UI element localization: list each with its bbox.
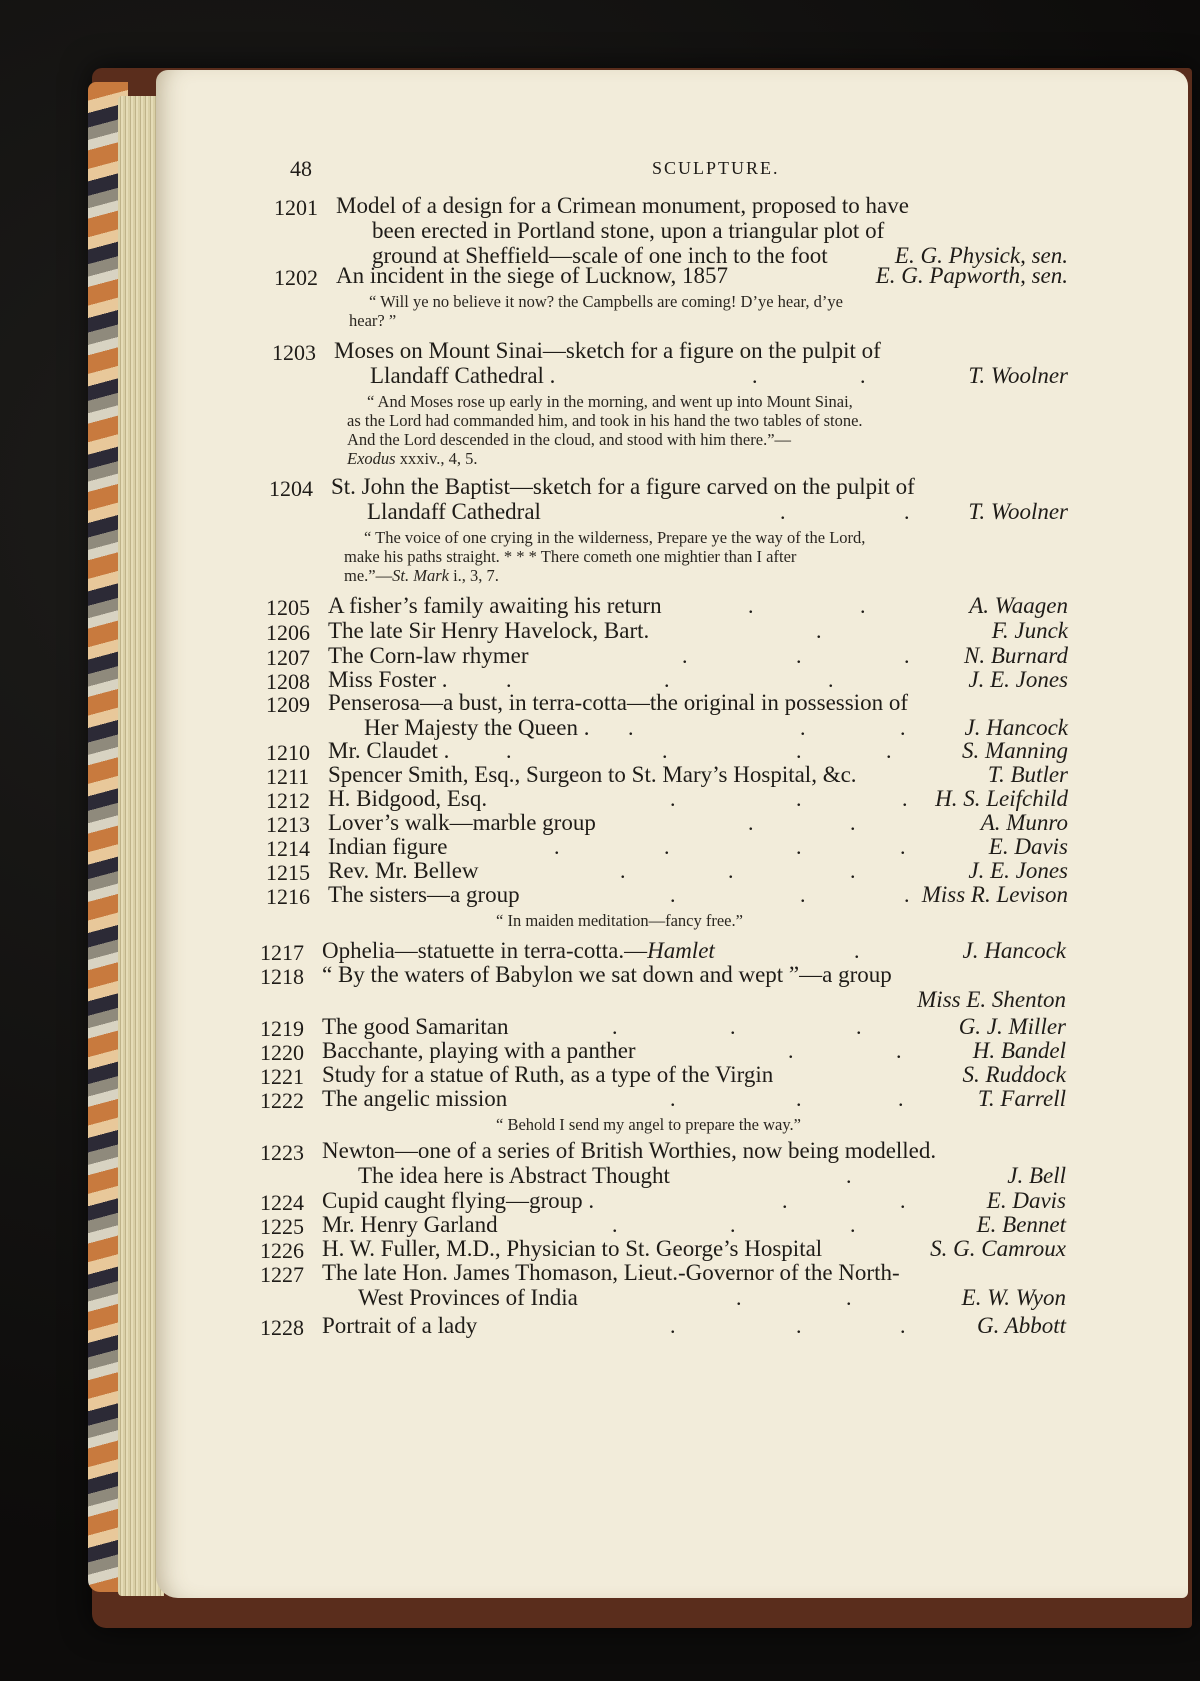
entry-title-line: Her Majesty the Queen . xyxy=(364,715,590,740)
leader-dot: . xyxy=(730,1212,736,1237)
leader-dot: . xyxy=(850,1212,856,1237)
leader-dot: . xyxy=(748,810,754,835)
entry-number: 1202 xyxy=(274,265,318,290)
entry-title-line: Llandaff Cathedral xyxy=(367,499,541,524)
leader-dot: . xyxy=(796,643,802,668)
entry-number: 1219 xyxy=(260,1016,304,1041)
entry-title-line: Penserosa—a bust, in terra-cotta—the original in possession of xyxy=(328,690,908,715)
entry-title-line: Llandaff Cathedral . xyxy=(370,363,556,388)
entry-number: 1221 xyxy=(260,1064,304,1089)
leader-dot: . xyxy=(904,882,910,907)
entry-quotation-line: make his paths straight. * * * There cometh one mightier than I after xyxy=(344,547,797,566)
entry-title-line: Spencer Smith, Esq., Surgeon to St. Mary’s Hospital, &c. xyxy=(328,762,857,787)
entry-title-line: Mr. Henry Garland xyxy=(322,1212,498,1237)
citation-source: Exodus xyxy=(347,449,396,468)
artist-name: F. Junck xyxy=(991,618,1068,643)
artist-name: J. Hancock xyxy=(962,938,1066,963)
entry-number: 1206 xyxy=(266,620,310,645)
entry-title-line: Study for a statue of Ruth, as a type of the Virgin xyxy=(322,1062,774,1087)
entry-title-line: Bacchante, playing with a panther xyxy=(322,1038,636,1063)
entry-number: 1224 xyxy=(260,1190,304,1215)
entry-title-line: The angelic mission xyxy=(322,1086,508,1111)
leader-dot: . xyxy=(670,786,676,811)
entry-title-line: The late Hon. James Thomason, Lieut.-Governor of the North- xyxy=(322,1260,900,1285)
leader-dot: . xyxy=(856,1014,862,1039)
leader-dot: . xyxy=(796,1086,802,1111)
leader-dot: . xyxy=(846,1163,852,1188)
entry-title-line: Portrait of a lady xyxy=(322,1313,478,1338)
entry-number: 1214 xyxy=(266,836,310,861)
artist-name: E. G. Physick, sen. xyxy=(894,243,1068,268)
citation-reference: xxxiv., 4, 5. xyxy=(395,449,478,468)
leader-dot: . xyxy=(736,1285,742,1310)
entry-quotation-line: And the Lord descended in the cloud, and stood with him there.”— xyxy=(347,430,792,449)
leader-dot: . xyxy=(728,858,734,883)
entry-quotation-line: “ In maiden meditation—fancy free.” xyxy=(496,911,743,930)
entry-number: 1216 xyxy=(266,884,310,909)
leader-dot: . xyxy=(796,834,802,859)
leader-dot: . xyxy=(554,834,560,859)
artist-name: H. Bandel xyxy=(972,1038,1066,1063)
entry-number: 1205 xyxy=(266,595,310,620)
book-page xyxy=(156,70,1188,1598)
artist-name: E. Davis xyxy=(986,1188,1066,1213)
entry-title-line: Newton—one of a series of British Worthies, now being modelled. xyxy=(322,1138,937,1163)
citation-prefix: me.”— xyxy=(344,566,393,585)
entry-number: 1223 xyxy=(260,1140,304,1165)
entry-title-line: Indian figure xyxy=(328,834,448,859)
leader-dot: . xyxy=(904,499,910,524)
entry-title-line: The good Samaritan xyxy=(322,1014,509,1039)
entry-title-line: Ophelia—statuette in terra-cotta.—Hamlet xyxy=(322,938,715,963)
leader-dot: . xyxy=(612,1014,618,1039)
entry-quotation-line: as the Lord had commanded him, and took in his hand the two tables of stone. xyxy=(347,411,863,430)
artist-name: T. Butler xyxy=(987,762,1068,787)
artist-name: J. E. Jones xyxy=(968,858,1068,883)
entry-title-line: Moses on Mount Sinai—sketch for a figure on the pulpit of xyxy=(334,338,881,363)
leader-dot: . xyxy=(788,1038,794,1063)
leader-dot: . xyxy=(886,738,892,763)
leader-dot: . xyxy=(900,834,906,859)
entry-number: 1220 xyxy=(260,1040,304,1065)
leader-dot: . xyxy=(664,667,670,692)
entry-title-line: Model of a design for a Crimean monument, proposed to have xyxy=(336,193,909,218)
artist-name: E. W. Wyon xyxy=(961,1285,1066,1310)
entry-number: 1228 xyxy=(260,1315,304,1340)
leader-dot: . xyxy=(682,643,688,668)
entry-number: 1203 xyxy=(272,340,316,365)
entry-quotation-line: “ The voice of one crying in the wilderness, Prepare ye the way of the Lord, xyxy=(364,528,866,547)
artist-name: T. Woolner xyxy=(968,499,1068,524)
artist-name: E. Bennet xyxy=(976,1212,1066,1237)
artist-name: Miss E. Shenton xyxy=(917,987,1066,1012)
artist-name: E. G. Papworth, sen. xyxy=(875,263,1068,288)
artist-name: E. Davis xyxy=(988,834,1068,859)
leader-dot: . xyxy=(846,1285,852,1310)
quotation-citation xyxy=(347,449,477,469)
artist-name: G. Abbott xyxy=(976,1313,1066,1338)
artist-name: N. Burnard xyxy=(964,643,1068,668)
artist-name: S. G. Camroux xyxy=(930,1236,1066,1261)
leader-dot: . xyxy=(816,618,822,643)
entry-title-line: H. Bidgood, Esq. xyxy=(328,786,488,811)
leader-dot: . xyxy=(860,593,866,618)
leader-dot: . xyxy=(612,1212,618,1237)
entry-title-line: St. John the Baptist—sketch for a figure carved on the pulpit of xyxy=(331,474,915,499)
leader-dot: . xyxy=(782,1188,788,1213)
leader-dot: . xyxy=(662,738,668,763)
leader-dot: . xyxy=(748,593,754,618)
leader-dot: . xyxy=(796,738,802,763)
leader-dot: . xyxy=(752,363,758,388)
artist-name: A. Munro xyxy=(980,810,1068,835)
entry-title-line: Miss Foster . xyxy=(328,667,448,692)
artist-name: T. Woolner xyxy=(968,363,1068,388)
entry-number: 1201 xyxy=(274,195,318,220)
leader-dot: . xyxy=(860,363,866,388)
entry-title-line: The Corn-law rhymer xyxy=(328,643,529,668)
entry-number: 1226 xyxy=(260,1238,304,1263)
entry-title-line: West Provinces of India xyxy=(358,1285,578,1310)
page-number: 48 xyxy=(290,156,312,181)
leader-dot: . xyxy=(730,1014,736,1039)
entry-title-line: The idea here is Abstract Thought xyxy=(358,1163,670,1188)
entry-title-line: An incident in the siege of Lucknow, 1857 xyxy=(336,263,728,288)
leader-dot: . xyxy=(850,858,856,883)
leader-dot: . xyxy=(664,834,670,859)
artist-name: J. E. Jones xyxy=(968,667,1068,692)
entry-quotation-line: hear? ” xyxy=(349,311,397,330)
entry-title-line: Mr. Claudet . xyxy=(328,738,450,763)
entry-title-line: Lover’s walk—marble group xyxy=(328,810,596,835)
citation-source: St. Mark xyxy=(392,566,449,585)
entry-number: 1207 xyxy=(266,645,310,670)
entry-title-line: The late Sir Henry Havelock, Bart. xyxy=(328,618,650,643)
artist-name: A. Waagen xyxy=(969,593,1068,618)
artist-name: S. Manning xyxy=(961,738,1068,763)
leader-dot: . xyxy=(506,738,512,763)
entry-title-line: Rev. Mr. Bellew xyxy=(328,858,479,883)
artist-name: J. Hancock xyxy=(964,715,1068,740)
quotation-citation xyxy=(344,566,499,586)
entry-number: 1213 xyxy=(266,812,310,837)
leader-dot: . xyxy=(796,786,802,811)
entry-title-line: “ By the waters of Babylon we sat down and wept ”—a group xyxy=(322,962,892,987)
leader-dot: . xyxy=(900,1188,906,1213)
entry-quotation-line: “ Will ye no believe it now? the Campbells are coming! D’ye hear, d’ye xyxy=(369,292,843,311)
entry-title-line: Cupid caught flying—group . xyxy=(322,1188,595,1213)
entry-number: 1227 xyxy=(260,1262,304,1287)
artist-name: H. S. Leifchild xyxy=(935,786,1068,811)
artist-name: S. Ruddock xyxy=(962,1062,1066,1087)
entry-number: 1218 xyxy=(260,964,304,989)
entry-number: 1209 xyxy=(266,692,310,717)
leader-dot: . xyxy=(854,938,860,963)
entry-number: 1211 xyxy=(266,764,310,789)
entry-title-line: H. W. Fuller, M.D., Physician to St. George’s Hospital xyxy=(322,1236,823,1261)
citation-reference: i., 3, 7. xyxy=(448,566,499,585)
leader-dot: . xyxy=(670,882,676,907)
entry-title-line: been erected in Portland stone, upon a triangular plot of xyxy=(372,218,885,243)
leader-dot: . xyxy=(796,1313,802,1338)
entry-number: 1212 xyxy=(266,788,310,813)
leader-dot: . xyxy=(850,810,856,835)
artist-name: T. Farrell xyxy=(977,1086,1066,1111)
entry-number: 1217 xyxy=(260,940,304,965)
entry-number: 1225 xyxy=(260,1214,304,1239)
leader-dot: . xyxy=(902,786,908,811)
leader-dot: . xyxy=(900,715,906,740)
leader-dot: . xyxy=(628,715,634,740)
entry-number: 1215 xyxy=(266,860,310,885)
leader-dot: . xyxy=(670,1313,676,1338)
artist-name: J. Bell xyxy=(1007,1163,1066,1188)
artist-name: Miss R. Levison xyxy=(921,882,1068,907)
entry-quotation-line: “ Behold I send my angel to prepare the way.” xyxy=(496,1115,801,1134)
leader-dot: . xyxy=(780,499,786,524)
leader-dot: . xyxy=(896,1038,902,1063)
leader-dot: . xyxy=(620,858,626,883)
leader-dot: . xyxy=(898,1086,904,1111)
leader-dot: . xyxy=(900,1313,906,1338)
entry-source-title: Hamlet xyxy=(647,938,715,963)
entry-title-line: The sisters—a group xyxy=(328,882,520,907)
leader-dot: . xyxy=(904,643,910,668)
entry-number: 1208 xyxy=(266,669,310,694)
entry-number: 1204 xyxy=(269,476,313,501)
artist-name: G. J. Miller xyxy=(958,1014,1066,1039)
leader-dot: . xyxy=(800,882,806,907)
leader-dot: . xyxy=(506,667,512,692)
leader-dot: . xyxy=(828,667,834,692)
running-head: SCULPTURE. xyxy=(652,158,780,178)
entry-title-line: A fisher’s family awaiting his return xyxy=(328,593,662,618)
leader-dot: . xyxy=(670,1086,676,1111)
leader-dot: . xyxy=(800,715,806,740)
entry-title-line: ground at Sheffield—scale of one inch to the foot xyxy=(372,243,828,268)
entry-number: 1210 xyxy=(266,740,310,765)
entry-number: 1222 xyxy=(260,1088,304,1113)
entry-quotation-line: “ And Moses rose up early in the morning, and went up into Mount Sinai, xyxy=(367,392,853,411)
